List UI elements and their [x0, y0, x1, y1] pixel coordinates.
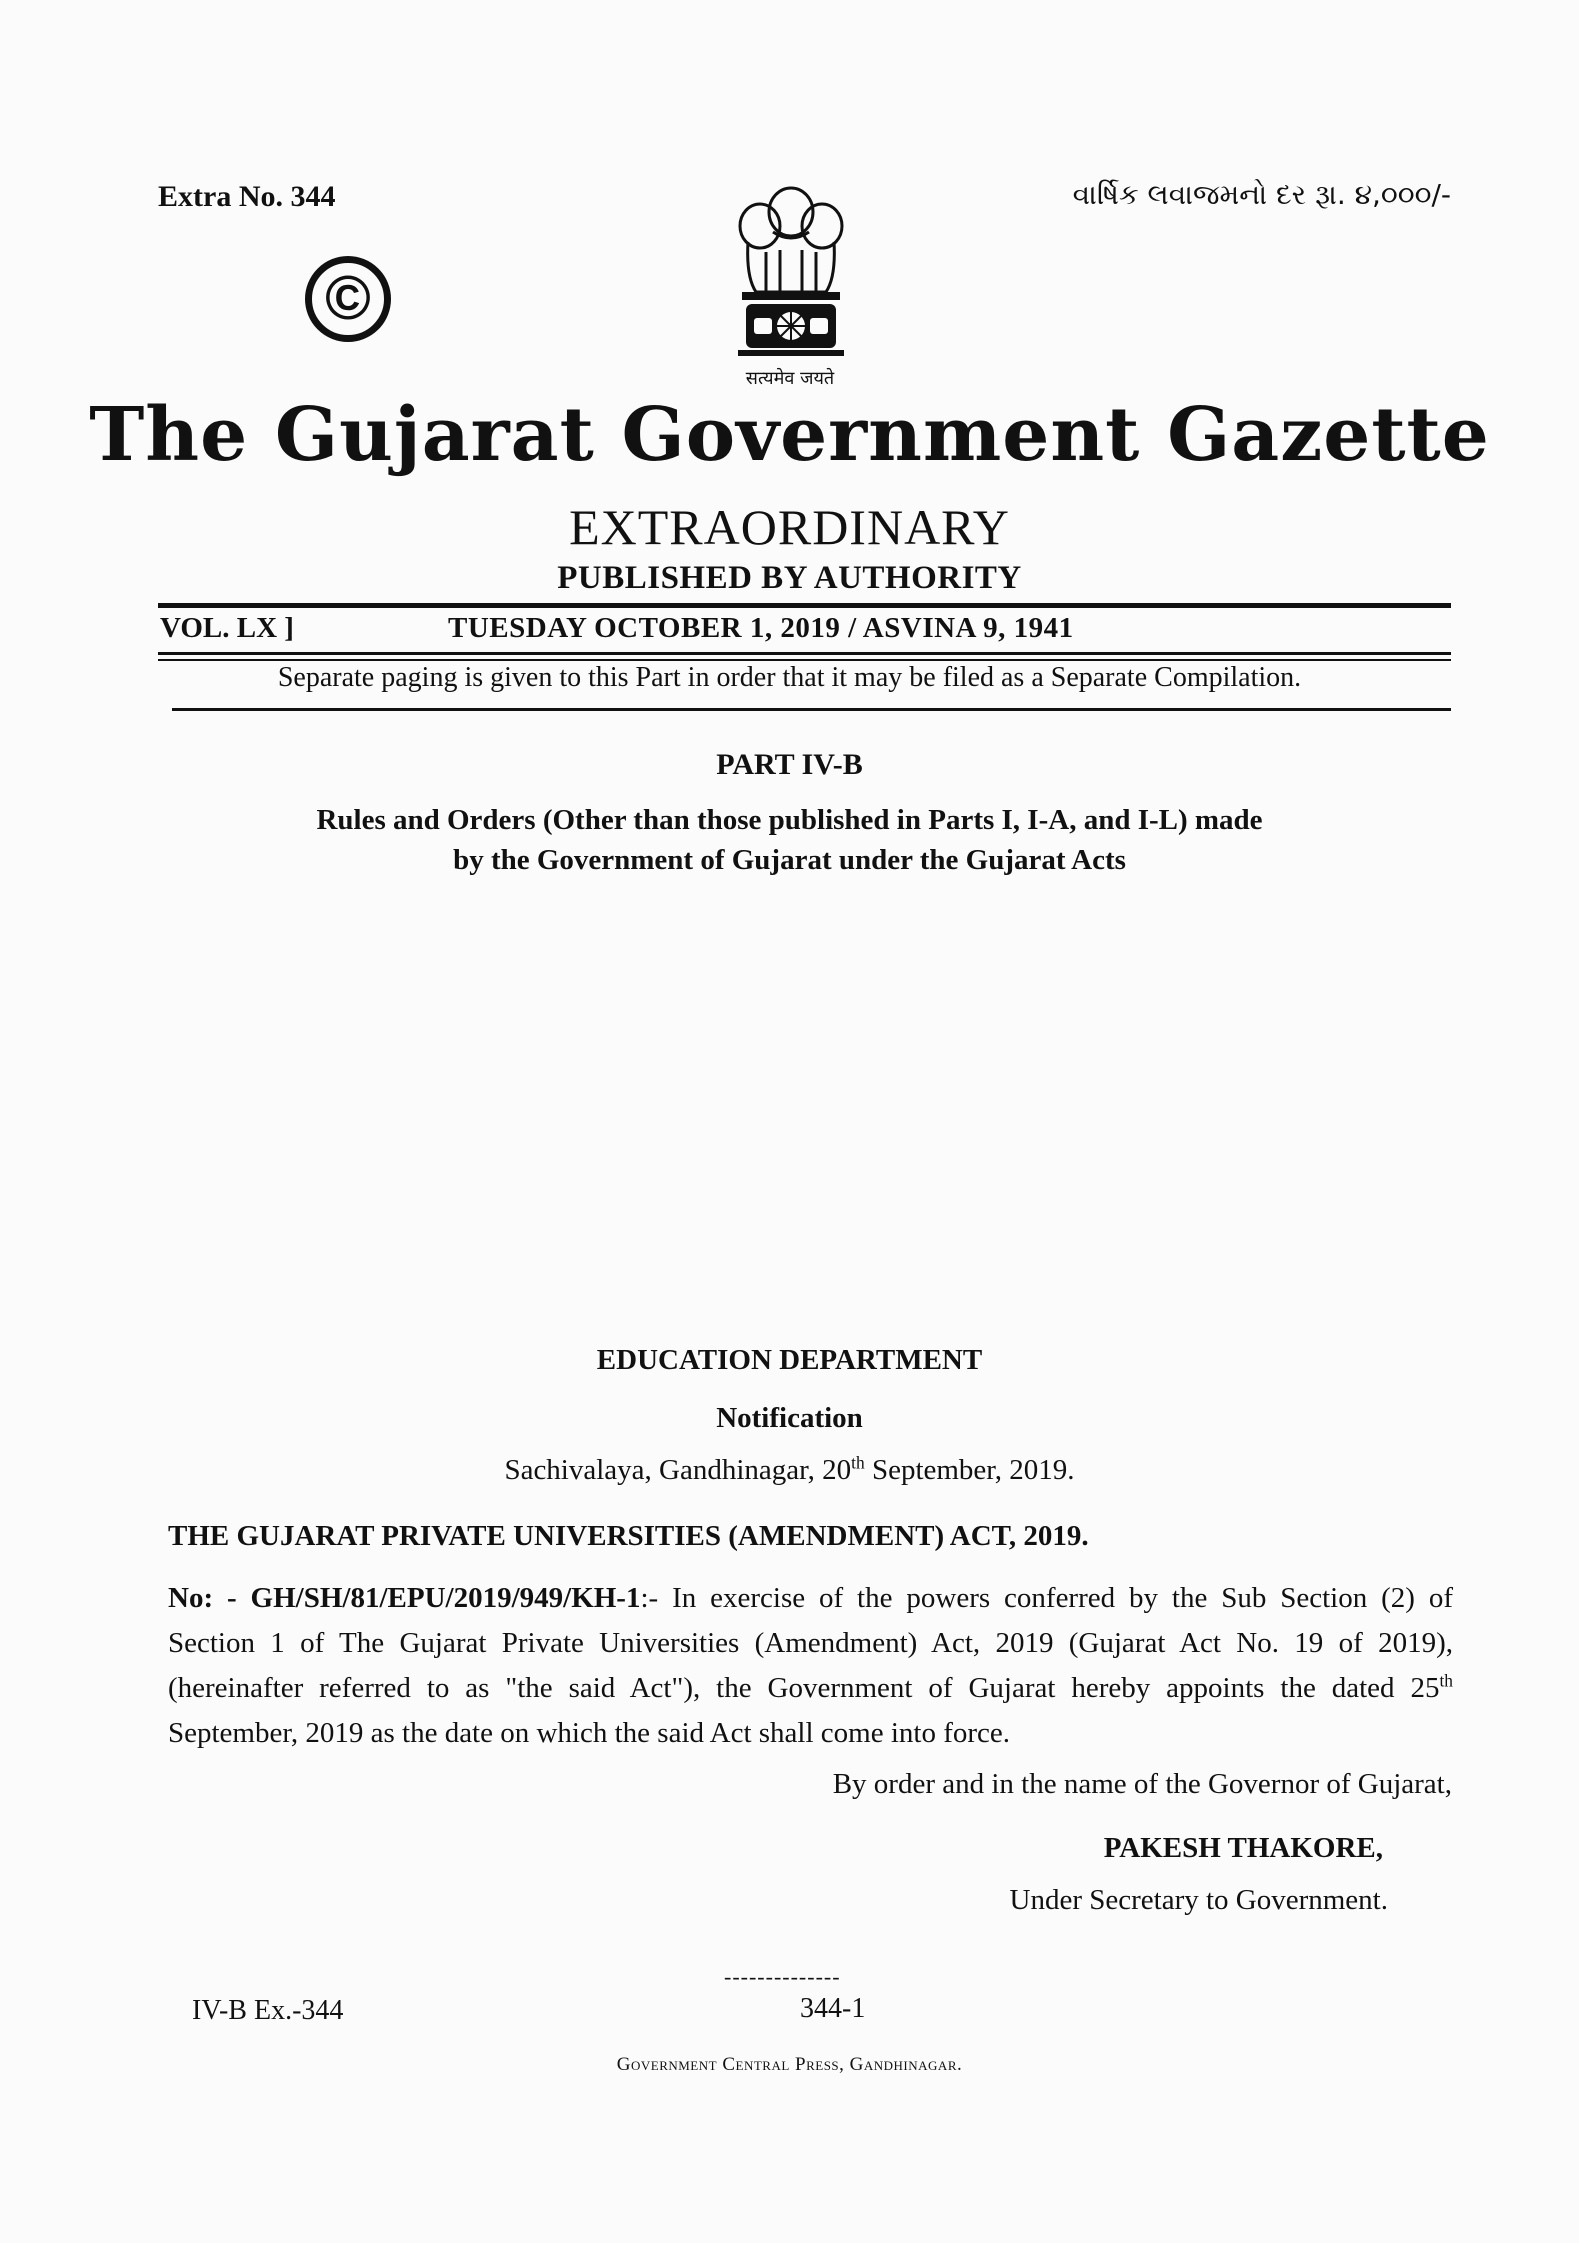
part-title: PART IV-B — [716, 748, 863, 781]
annual-subscription-rate: વાર્ષિક લવાજમનો દર રૂા. ૪,૦૦૦/- — [1072, 178, 1451, 211]
order-line: By order and in the name of the Governor of Gujarat, — [832, 1768, 1452, 1800]
notification-body-text-2: September, 2019 as the date on which the said Act shall come into force. — [168, 1717, 1011, 1749]
act-title: THE GUJARAT PRIVATE UNIVERSITIES (AMENDMENT) ACT, 2019. — [168, 1520, 1089, 1552]
signatory-name: PAKESH THAKORE, — [1103, 1832, 1383, 1864]
dateline-rule-lower — [158, 659, 1451, 661]
notification-number: No: - GH/SH/81/EPU/2019/949/KH-1 — [168, 1582, 641, 1614]
page-number: 344-1 — [800, 1993, 866, 2024]
national-motto: सत्यमेव जयते — [745, 368, 835, 389]
part-description — [0, 800, 1579, 880]
signatory-designation: Under Secretary to Government. — [1009, 1884, 1388, 1916]
extraordinary-heading: EXTRAORDINARY — [569, 499, 1010, 555]
extra-number: Extra No. 344 — [158, 180, 336, 213]
issue-dateline: TUESDAY OCTOBER 1, 2019 / ASVINA 9, 1941 — [448, 612, 1074, 644]
footer-divider: -------------- — [724, 1964, 841, 1989]
copyright-icon: © — [305, 256, 391, 342]
gazette-title: The Gujarat Government Gazette — [89, 392, 1490, 478]
separate-paging-note: Separate paging is given to this Part in order that it may be filed as a Separate Compilation. — [277, 662, 1302, 693]
top-thick-rule — [158, 603, 1451, 608]
place-and-date — [0, 1454, 1579, 1487]
page-code: IV-B Ex.-344 — [192, 1995, 344, 2026]
dateline-rule-upper — [158, 652, 1451, 655]
place-date-ordinal: th — [851, 1452, 865, 1473]
notification-heading: Notification — [716, 1402, 863, 1434]
notification-body — [168, 1576, 1453, 1756]
volume-number: VOL. LX ] — [160, 612, 294, 644]
printer-imprint: Government Central Press, Gandhinagar. — [616, 2054, 963, 2075]
part-description-line-2: by the Government of Gujarat under the Gujarat Acts — [453, 844, 1126, 876]
bottom-header-rule — [172, 708, 1451, 711]
notification-body-text-1: :- In exercise of the powers conferred by the Sub Section (2) of Section 1 of The Gujarat Private Universities (Amendment) Act, 2019 (Gujarat Act No. 19 of 2019), (hereinafter referred to as "the said Act"), the Government of Gujarat hereby appoints the dated 25 — [168, 1582, 1453, 1704]
place-date-prefix: Sachivalaya, Gandhinagar, 20 — [504, 1454, 852, 1486]
part-description-line-1: Rules and Orders (Other than those published in Parts I, I-A, and I-L) made — [316, 804, 1263, 836]
department-heading: EDUCATION DEPARTMENT — [596, 1344, 983, 1376]
place-date-suffix: September, 2019. — [864, 1454, 1075, 1486]
notification-body-ordinal: th — [1439, 1670, 1453, 1691]
published-by-authority: PUBLISHED BY AUTHORITY — [557, 560, 1022, 596]
national-emblem-icon — [728, 172, 854, 368]
